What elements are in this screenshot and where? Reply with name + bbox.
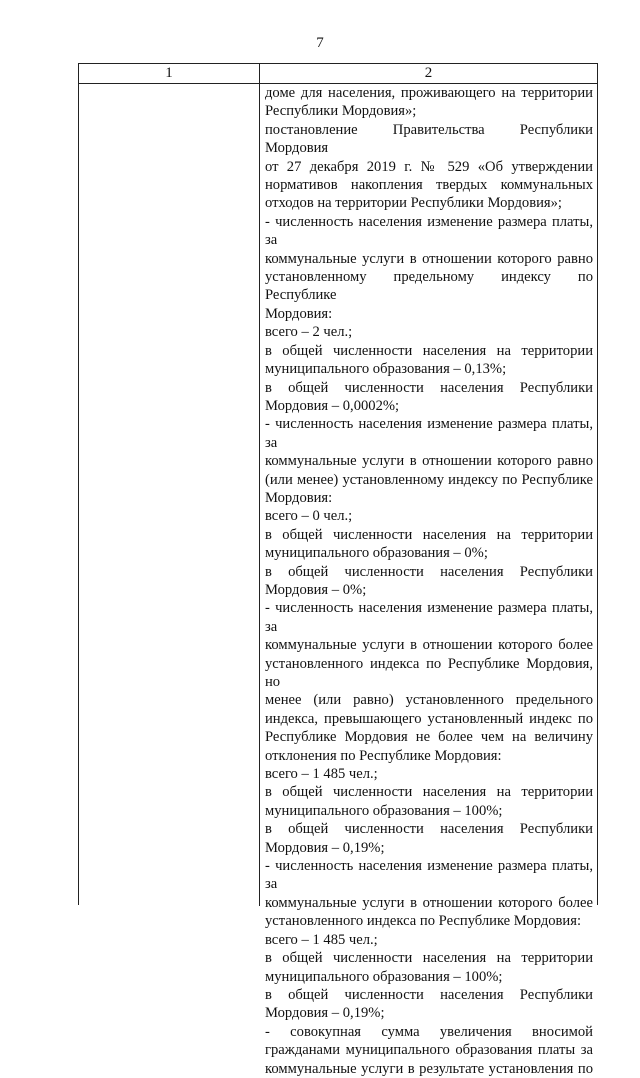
text-line: в общей численности населения Республики [265,986,593,1003]
text-line: нормативов накопления твердых коммунальных [265,177,593,194]
text-line: отклонения по Республике Мордовия: [265,747,502,764]
table-body-row [79,84,597,1077]
text-line: установленного индекса по Республике Мордовия: [265,913,582,930]
text-line: коммунальные услуги в отношении которого более [265,894,593,911]
text-line: муниципального образования – 100%; [265,802,503,819]
text-line: Мордовия: [265,305,333,322]
text-line: отходов на территории Республики Мордовия»; [265,195,562,212]
document-table [78,63,598,1077]
text-line: гражданами муниципального образования платы за [265,1042,593,1059]
text-line: муниципального образования – 0%; [265,545,488,562]
text-line: от 27 декабря 2019 г. № 529 «Об утверждении [265,158,593,175]
text-line: в общей численности населения на территории [265,342,593,359]
text-line: всего – 1 485 чел.; [265,766,378,783]
text-line: коммунальные услуги в отношении которого равно [265,250,593,267]
text-line: коммунальные услуги в отношении которого равно [265,453,593,470]
text-line: - численность населения изменение размера платы, за [265,213,593,249]
text-line: муниципального образования – 0,13%; [265,361,507,378]
text-line: муниципального образования – 100%; [265,968,503,985]
column-header-2: 2 [424,65,433,81]
text-line: коммунальные услуги в отношении которого более [265,637,593,654]
text-line: Мордовия – 0%; [265,581,367,598]
text-line: Республике Мордовия не более чем на величину [265,729,593,746]
text-line: в общей численности населения Республики [265,821,593,838]
table-cell-column-1 [79,84,260,906]
column-header-1: 1 [79,64,260,83]
text-line: доме для населения, проживающего на территории [265,85,593,101]
text-line: всего – 1 485 чел.; [265,931,378,948]
text-line: постановление Правительства Республики Мордовия [265,121,593,157]
text-line: всего – 0 чел.; [265,508,353,525]
text-line: коммунальные услуги в результате установления по [265,1060,593,1077]
text-line: в общей численности населения на территории [265,526,593,543]
text-line: - численность населения изменение размера платы, за [265,416,593,451]
text-line: в общей численности населения на территории [265,950,593,967]
text-line: - совокупная сумма увеличения вносимой [265,1023,593,1040]
text-line: (или менее) установленному индексу по Республике [265,471,593,488]
text-line: Мордовия: [265,489,333,506]
text-line: индекса, превышающего установленный индекс по [265,710,593,727]
page-number: 7 [316,35,324,51]
text-line: установленному предельному индексу по Республике [265,269,593,304]
text-line: Мордовия – 0,0002%; [265,397,400,414]
table-header-row [79,64,597,84]
text-line: в общей численности населения на территории [265,784,593,801]
text-line: - численность населения изменение размера платы, за [265,858,593,893]
text-line: всего – 2 чел.; [265,324,353,341]
text-line: в общей численности населения Республики [265,379,593,396]
text-line: Мордовия – 0,19%; [265,839,385,856]
text-line: установленного индекса по Республике Мордовия, но [265,655,593,690]
text-line: Мордовия – 0,19%; [265,1005,385,1022]
text-line: в общей численности населения Республики [265,563,593,580]
text-line: менее (или равно) установленного предельного [265,692,593,709]
text-line: - численность населения изменение размера платы, за [265,600,593,635]
column-2-text [265,84,593,1078]
text-line: Республики Мордовия»; [265,103,417,120]
table-cell-column-2 [260,84,597,1077]
